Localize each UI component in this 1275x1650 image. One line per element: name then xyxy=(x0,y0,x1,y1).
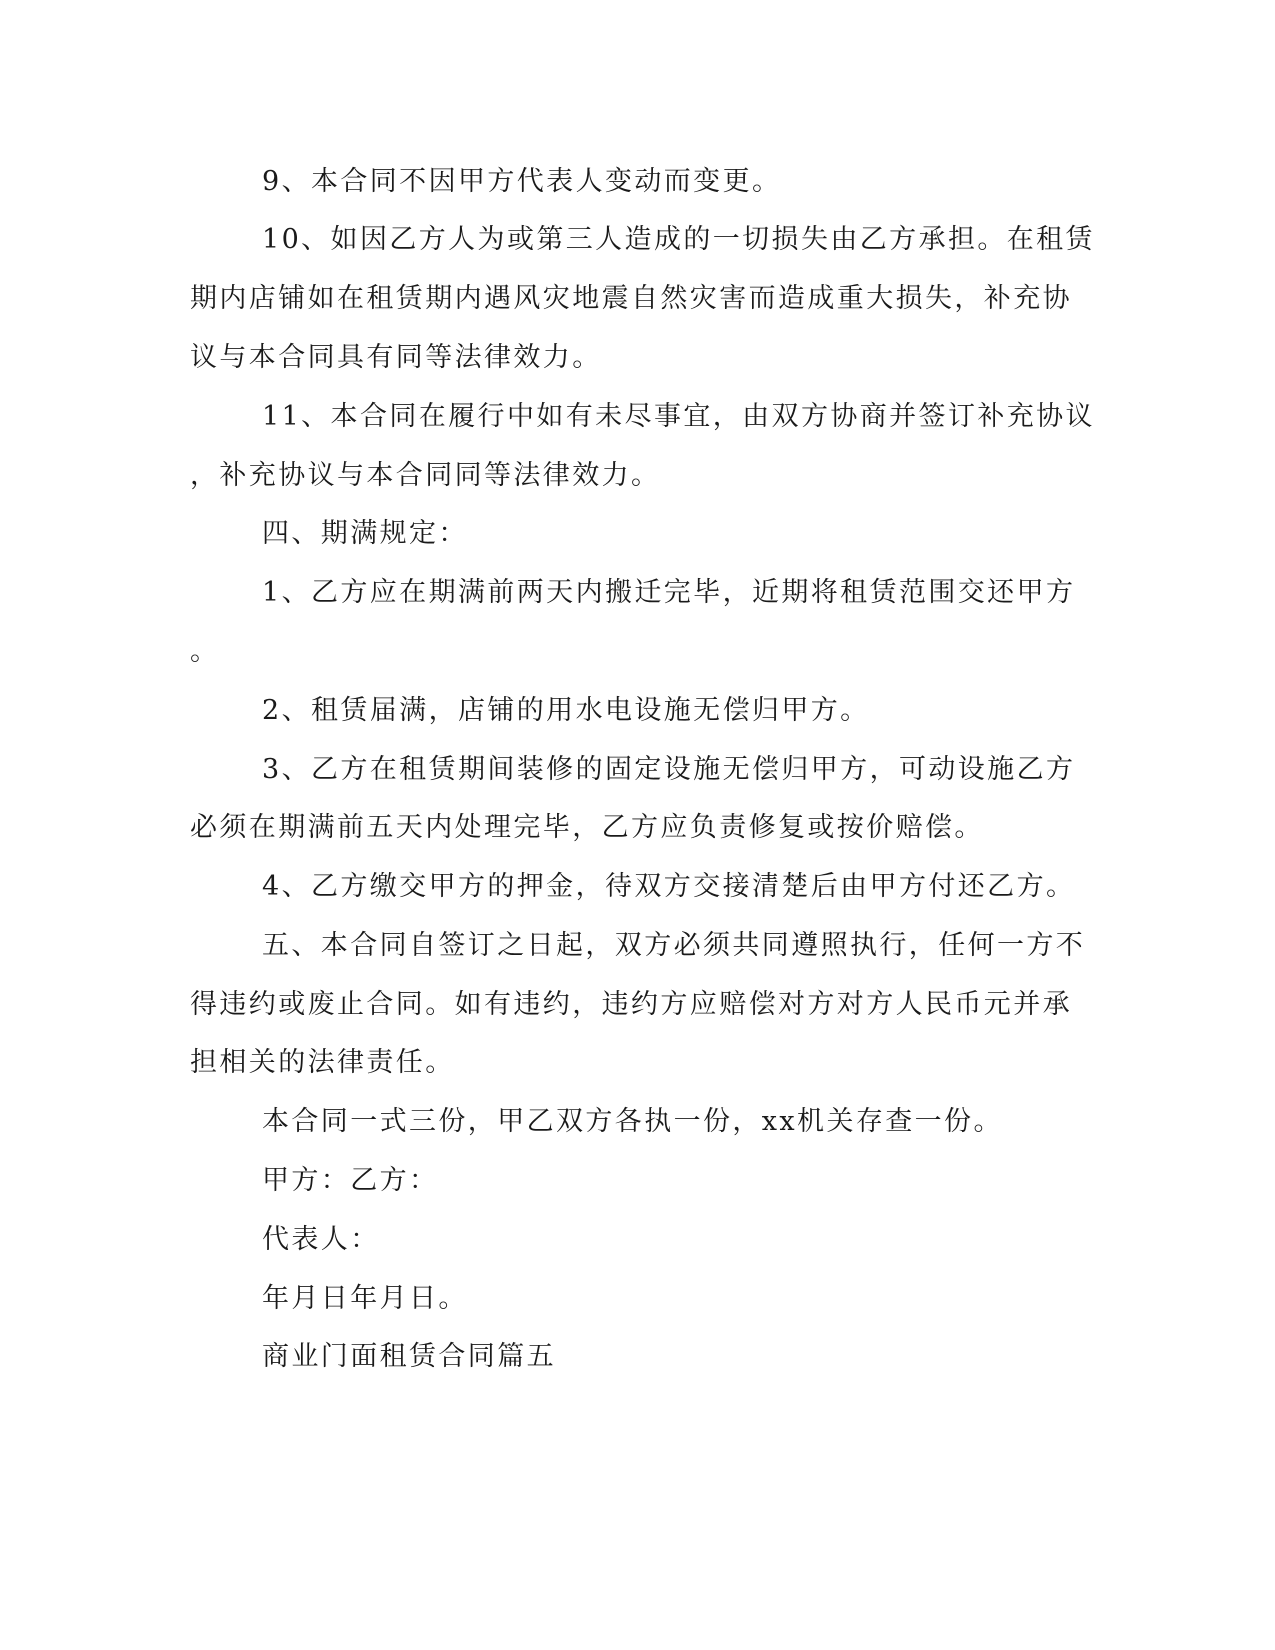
section-4-item-4: 4、乙方缴交甲方的押金，待双方交接清楚后由甲方付还乙方。 xyxy=(262,871,1076,902)
clause-11-line-1: 11、本合同在履行中如有未尽事宜，由双方协商并签订补充协议 xyxy=(262,401,1095,432)
section-5-line-1: 五、本合同自签订之日起，双方必须共同遵照执行，任何一方不 xyxy=(262,930,1086,961)
section-4-item-2: 2、租赁届满，店铺的用水电设施无偿归甲方。 xyxy=(262,695,870,726)
parties-signature-line: 甲方：乙方： xyxy=(262,1165,439,1196)
section-4-item-3-line-2: 必须在期满前五天内处理完毕，乙方应负责修复或按价赔偿。 xyxy=(190,812,984,843)
clause-11-line-2: ，补充协议与本合同同等法律效力。 xyxy=(190,460,661,491)
section-4-item-1-line-1: 1、乙方应在期满前两天内搬迁完毕，近期将租赁范围交还甲方 xyxy=(262,577,1076,608)
date-line: 年月日年月日。 xyxy=(262,1283,468,1314)
section-4-item-3-line-1: 3、乙方在租赁期间装修的固定设施无偿归甲方，可动设施乙方 xyxy=(262,754,1076,785)
copies-statement: 本合同一式三份，甲乙双方各执一份，xx机关存查一份。 xyxy=(262,1106,1003,1137)
section-5-line-2: 得违约或废止合同。如有违约，违约方应赔偿对方对方人民币元并承 xyxy=(190,989,1072,1020)
next-section-title: 商业门面租赁合同篇五 xyxy=(262,1341,556,1372)
section-4-heading: 四、期满规定： xyxy=(262,518,468,549)
clause-10-line-2: 期内店铺如在租赁期内遇风灾地震自然灾害而造成重大损失，补充协 xyxy=(190,283,1072,314)
section-5-line-3: 担相关的法律责任。 xyxy=(190,1047,455,1078)
clause-10-line-1: 10、如因乙方人为或第三人造成的一切损失由乙方承担。在租赁 xyxy=(262,224,1095,255)
representative-line: 代表人： xyxy=(262,1224,380,1255)
clause-10-line-3: 议与本合同具有同等法律效力。 xyxy=(190,342,602,373)
clause-9: 9、本合同不因甲方代表人变动而变更。 xyxy=(262,166,782,197)
section-4-item-1-line-2: 。 xyxy=(190,636,220,667)
